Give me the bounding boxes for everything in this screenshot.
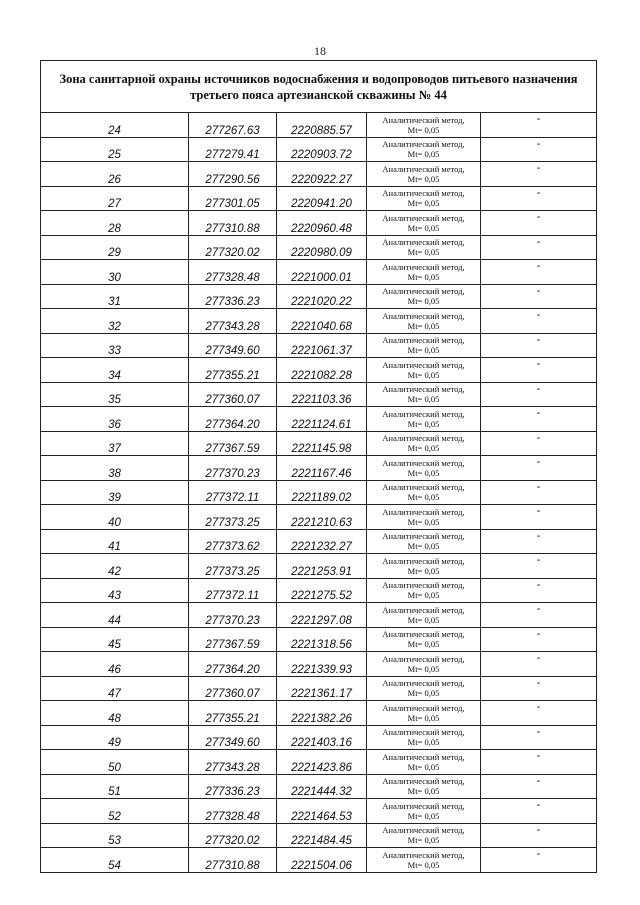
table-row [41, 652, 597, 677]
coordinate-x: 277310.88 [189, 211, 277, 236]
page-number: 18 [314, 44, 326, 58]
coordinate-y: 2221103.36 [277, 382, 367, 407]
point-number: 37 [41, 431, 189, 456]
coordinate-y: 2221382.26 [277, 701, 367, 726]
method-cell [367, 137, 481, 162]
point-number: 46 [41, 652, 189, 677]
coordinate-y: 2221444.32 [277, 774, 367, 799]
method-cell [367, 480, 481, 505]
point-number: 49 [41, 725, 189, 750]
coordinate-y: 2221124.61 [277, 407, 367, 432]
point-number: 31 [41, 284, 189, 309]
note-cell: - [481, 750, 597, 775]
method-label: Аналитический метод, [382, 776, 465, 787]
method-cell [367, 309, 481, 334]
point-number: 32 [41, 309, 189, 334]
method-label: Аналитический метод, [382, 702, 465, 713]
note-cell: - [481, 774, 597, 799]
method-label: Аналитический метод, [382, 188, 465, 199]
method-cell [367, 431, 481, 456]
point-number: 24 [41, 113, 189, 138]
table-row [41, 578, 597, 603]
note-cell: - [481, 162, 597, 187]
method-label: Аналитический метод, [382, 555, 465, 566]
note-cell: - [481, 113, 597, 138]
method-cell [367, 260, 481, 285]
coordinate-x: 277355.21 [189, 358, 277, 383]
coordinate-y: 2221082.28 [277, 358, 367, 383]
accuracy-value: Mt= 0,05 [407, 541, 440, 552]
coordinate-x: 277320.02 [189, 823, 277, 848]
table-title [41, 61, 597, 113]
method-cell [367, 382, 481, 407]
coordinate-x: 277367.59 [189, 431, 277, 456]
coordinate-y: 2220903.72 [277, 137, 367, 162]
method-label: Аналитический метод, [382, 433, 465, 444]
coordinate-x: 277301.05 [189, 186, 277, 211]
method-label: Аналитический метод, [382, 800, 465, 811]
coordinate-x: 277290.56 [189, 162, 277, 187]
method-cell [367, 627, 481, 652]
method-cell [367, 603, 481, 628]
coordinate-x: 277349.60 [189, 725, 277, 750]
table-row [41, 137, 597, 162]
accuracy-value: Mt= 0,05 [407, 124, 440, 135]
accuracy-value: Mt= 0,05 [407, 173, 440, 184]
note-cell: - [481, 309, 597, 334]
note-cell: - [481, 627, 597, 652]
point-number: 33 [41, 333, 189, 358]
point-number: 38 [41, 456, 189, 481]
coordinate-x: 277320.02 [189, 235, 277, 260]
method-label: Аналитический метод, [382, 678, 465, 689]
table-title-row [41, 61, 597, 113]
method-label: Аналитический метод, [382, 580, 465, 591]
point-number: 36 [41, 407, 189, 432]
coordinate-x: 277373.25 [189, 505, 277, 530]
table-title-line-1: Зона санитарной охраны источников водоснабжения и водопроводов питьевого назначения [59, 71, 578, 86]
point-number: 25 [41, 137, 189, 162]
coordinate-y: 2220960.48 [277, 211, 367, 236]
coordinate-x: 277343.28 [189, 750, 277, 775]
method-label: Аналитический метод, [382, 531, 465, 542]
coordinate-x: 277364.20 [189, 652, 277, 677]
point-number: 45 [41, 627, 189, 652]
point-number: 42 [41, 554, 189, 579]
note-cell: - [481, 407, 597, 432]
coordinate-x: 277336.23 [189, 284, 277, 309]
coordinate-y: 2221167.46 [277, 456, 367, 481]
table-row [41, 309, 597, 334]
table-row [41, 235, 597, 260]
coordinate-x: 277364.20 [189, 407, 277, 432]
method-label: Аналитический метод, [382, 751, 465, 762]
point-number: 53 [41, 823, 189, 848]
method-cell [367, 725, 481, 750]
point-number: 35 [41, 382, 189, 407]
coordinate-x: 277372.11 [189, 578, 277, 603]
table-row [41, 113, 597, 138]
note-cell: - [481, 701, 597, 726]
table-row [41, 260, 597, 285]
coordinate-y: 2221403.16 [277, 725, 367, 750]
accuracy-value: Mt= 0,05 [407, 565, 440, 576]
table-row [41, 823, 597, 848]
accuracy-value: Mt= 0,05 [407, 369, 440, 380]
coordinate-x: 277372.11 [189, 480, 277, 505]
table-row [41, 284, 597, 309]
coordinate-x: 277370.23 [189, 603, 277, 628]
method-label: Аналитический метод, [382, 849, 465, 860]
table-title-line-2: третьего пояса артезианской скважины № 44 [190, 87, 447, 102]
accuracy-value: Mt= 0,05 [407, 859, 440, 870]
note-cell: - [481, 431, 597, 456]
accuracy-value: Mt= 0,05 [407, 516, 440, 527]
point-number: 26 [41, 162, 189, 187]
table-row [41, 774, 597, 799]
accuracy-value: Mt= 0,05 [407, 737, 440, 748]
coordinate-y: 2221020.22 [277, 284, 367, 309]
accuracy-value: Mt= 0,05 [407, 222, 440, 233]
accuracy-value: Mt= 0,05 [407, 443, 440, 454]
note-cell: - [481, 186, 597, 211]
coordinate-x: 277349.60 [189, 333, 277, 358]
method-cell [367, 823, 481, 848]
note-cell: - [481, 725, 597, 750]
coordinate-x: 277360.07 [189, 382, 277, 407]
method-label: Аналитический метод, [382, 384, 465, 395]
coordinate-x: 277343.28 [189, 309, 277, 334]
coordinate-x: 277279.41 [189, 137, 277, 162]
method-label: Аналитический метод, [382, 653, 465, 664]
accuracy-value: Mt= 0,05 [407, 712, 440, 723]
note-cell: - [481, 676, 597, 701]
method-label: Аналитический метод, [382, 604, 465, 615]
accuracy-value: Mt= 0,05 [407, 149, 440, 160]
method-label: Аналитический метод, [382, 261, 465, 272]
accuracy-value: Mt= 0,05 [407, 663, 440, 674]
accuracy-value: Mt= 0,05 [407, 786, 440, 797]
method-cell [367, 676, 481, 701]
note-cell: - [481, 480, 597, 505]
table-row [41, 529, 597, 554]
table-row [41, 186, 597, 211]
point-number: 48 [41, 701, 189, 726]
coordinate-y: 2220922.27 [277, 162, 367, 187]
coordinate-x: 277373.62 [189, 529, 277, 554]
method-cell [367, 774, 481, 799]
coordinate-x: 277328.48 [189, 799, 277, 824]
method-label: Аналитический метод, [382, 359, 465, 370]
coordinate-x: 277360.07 [189, 676, 277, 701]
note-cell: - [481, 603, 597, 628]
point-number: 51 [41, 774, 189, 799]
table-row [41, 676, 597, 701]
table-row [41, 382, 597, 407]
method-label: Аналитический метод, [382, 163, 465, 174]
method-label: Аналитический метод, [382, 237, 465, 248]
coordinate-y: 2220885.57 [277, 113, 367, 138]
coordinate-y: 2221000.01 [277, 260, 367, 285]
accuracy-value: Mt= 0,05 [407, 614, 440, 625]
note-cell: - [481, 848, 597, 873]
point-number: 52 [41, 799, 189, 824]
point-number: 30 [41, 260, 189, 285]
table-row [41, 456, 597, 481]
method-cell [367, 211, 481, 236]
method-cell [367, 799, 481, 824]
accuracy-value: Mt= 0,05 [407, 467, 440, 478]
method-cell [367, 113, 481, 138]
coordinate-y: 2221145.98 [277, 431, 367, 456]
method-cell [367, 358, 481, 383]
method-label: Аналитический метод, [382, 629, 465, 640]
table-row [41, 848, 597, 873]
note-cell: - [481, 554, 597, 579]
point-number: 50 [41, 750, 189, 775]
coordinate-y: 2221318.56 [277, 627, 367, 652]
method-label: Аналитический метод, [382, 310, 465, 321]
table-row [41, 162, 597, 187]
note-cell: - [481, 529, 597, 554]
table-row [41, 554, 597, 579]
note-cell: - [481, 260, 597, 285]
note-cell: - [481, 235, 597, 260]
table-row [41, 358, 597, 383]
coordinate-y: 2221061.37 [277, 333, 367, 358]
method-cell [367, 456, 481, 481]
accuracy-value: Mt= 0,05 [407, 394, 440, 405]
point-number: 44 [41, 603, 189, 628]
note-cell: - [481, 823, 597, 848]
coordinate-y: 2221253.91 [277, 554, 367, 579]
note-cell: - [481, 505, 597, 530]
coordinate-y: 2221464.53 [277, 799, 367, 824]
table-row [41, 603, 597, 628]
point-number: 27 [41, 186, 189, 211]
table-row [41, 750, 597, 775]
note-cell: - [481, 358, 597, 383]
method-label: Аналитический метод, [382, 335, 465, 346]
coordinate-x: 277336.23 [189, 774, 277, 799]
method-label: Аналитический метод, [382, 114, 465, 125]
method-cell [367, 652, 481, 677]
accuracy-value: Mt= 0,05 [407, 639, 440, 650]
note-cell: - [481, 137, 597, 162]
method-cell [367, 750, 481, 775]
accuracy-value: Mt= 0,05 [407, 810, 440, 821]
method-cell [367, 235, 481, 260]
method-cell [367, 333, 481, 358]
method-cell [367, 505, 481, 530]
method-cell [367, 529, 481, 554]
method-label: Аналитический метод, [382, 482, 465, 493]
table-body [41, 113, 597, 873]
method-cell [367, 701, 481, 726]
accuracy-value: Mt= 0,05 [407, 296, 440, 307]
table-row [41, 799, 597, 824]
coordinate-y: 2221040.68 [277, 309, 367, 334]
point-number: 41 [41, 529, 189, 554]
point-number: 29 [41, 235, 189, 260]
accuracy-value: Mt= 0,05 [407, 418, 440, 429]
coordinate-x: 277310.88 [189, 848, 277, 873]
coordinate-y: 2221484.45 [277, 823, 367, 848]
coordinate-y: 2221504.06 [277, 848, 367, 873]
method-cell [367, 407, 481, 432]
coordinate-x: 277373.25 [189, 554, 277, 579]
table-row [41, 701, 597, 726]
point-number: 54 [41, 848, 189, 873]
method-label: Аналитический метод, [382, 286, 465, 297]
note-cell: - [481, 652, 597, 677]
method-label: Аналитический метод, [382, 212, 465, 223]
note-cell: - [481, 211, 597, 236]
table-row [41, 725, 597, 750]
coordinate-x: 277267.63 [189, 113, 277, 138]
point-number: 39 [41, 480, 189, 505]
point-number: 43 [41, 578, 189, 603]
coordinate-y: 2221210.63 [277, 505, 367, 530]
coordinates-table [40, 60, 597, 873]
method-label: Аналитический метод, [382, 408, 465, 419]
coordinate-y: 2221361.17 [277, 676, 367, 701]
note-cell: - [481, 456, 597, 481]
note-cell: - [481, 333, 597, 358]
point-number: 40 [41, 505, 189, 530]
note-cell: - [481, 799, 597, 824]
method-label: Аналитический метод, [382, 825, 465, 836]
table-row [41, 480, 597, 505]
table-row [41, 505, 597, 530]
accuracy-value: Mt= 0,05 [407, 271, 440, 282]
coordinate-y: 2221275.52 [277, 578, 367, 603]
point-number: 34 [41, 358, 189, 383]
coordinate-y: 2220941.20 [277, 186, 367, 211]
accuracy-value: Mt= 0,05 [407, 761, 440, 772]
accuracy-value: Mt= 0,05 [407, 492, 440, 503]
method-cell [367, 162, 481, 187]
coordinate-x: 277328.48 [189, 260, 277, 285]
method-cell [367, 578, 481, 603]
note-cell: - [481, 382, 597, 407]
coordinate-y: 2221423.86 [277, 750, 367, 775]
table-row [41, 407, 597, 432]
coordinate-y: 2221232.27 [277, 529, 367, 554]
coordinate-x: 277355.21 [189, 701, 277, 726]
coordinate-x: 277370.23 [189, 456, 277, 481]
table-row [41, 333, 597, 358]
note-cell: - [481, 578, 597, 603]
coordinate-x: 277367.59 [189, 627, 277, 652]
point-number: 47 [41, 676, 189, 701]
coordinate-y: 2221339.93 [277, 652, 367, 677]
point-number: 28 [41, 211, 189, 236]
table-row [41, 431, 597, 456]
accuracy-value: Mt= 0,05 [407, 688, 440, 699]
coordinate-y: 2221297.08 [277, 603, 367, 628]
accuracy-value: Mt= 0,05 [407, 835, 440, 846]
method-cell [367, 848, 481, 873]
accuracy-value: Mt= 0,05 [407, 247, 440, 258]
accuracy-value: Mt= 0,05 [407, 320, 440, 331]
table-row [41, 211, 597, 236]
method-label: Аналитический метод, [382, 457, 465, 468]
method-cell [367, 284, 481, 309]
method-label: Аналитический метод, [382, 727, 465, 738]
method-label: Аналитический метод, [382, 139, 465, 150]
method-cell [367, 186, 481, 211]
table-row [41, 627, 597, 652]
accuracy-value: Mt= 0,05 [407, 345, 440, 356]
accuracy-value: Mt= 0,05 [407, 590, 440, 601]
method-label: Аналитический метод, [382, 506, 465, 517]
coordinate-y: 2221189.02 [277, 480, 367, 505]
accuracy-value: Mt= 0,05 [407, 198, 440, 209]
method-cell [367, 554, 481, 579]
note-cell: - [481, 284, 597, 309]
coordinate-y: 2220980.09 [277, 235, 367, 260]
